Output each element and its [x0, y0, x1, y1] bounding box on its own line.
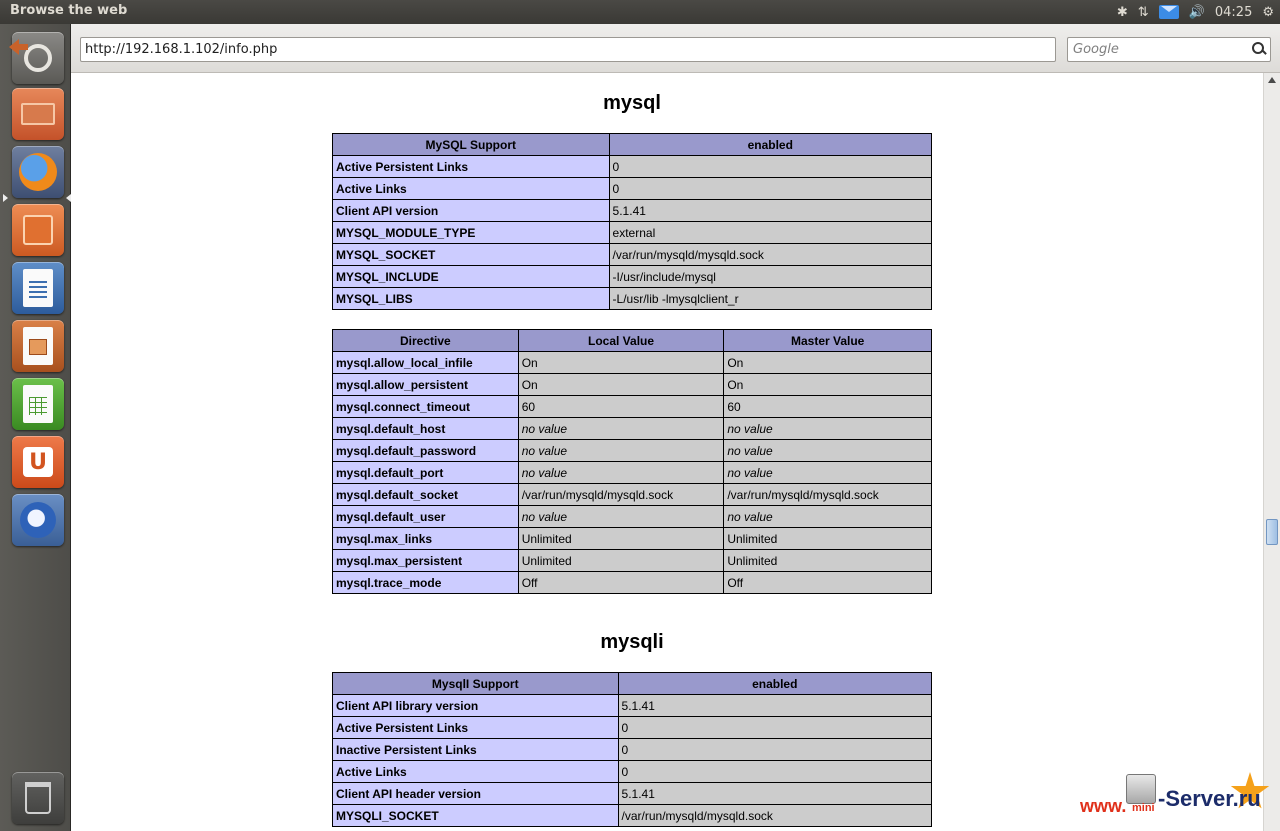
column-header: Local Value — [518, 330, 724, 352]
row-label: mysql.default_host — [333, 418, 519, 440]
row-label: mysql.default_user — [333, 506, 519, 528]
row-value: 0 — [609, 178, 931, 200]
table-row — [333, 288, 932, 310]
firefox-launcher-button[interactable] — [12, 146, 64, 198]
row-value: external — [609, 222, 931, 244]
firefox-icon — [12, 146, 64, 198]
row-value: 5.1.41 — [618, 783, 931, 805]
trash-launcher-button[interactable] — [12, 772, 64, 824]
indicator-area — [1117, 2, 1274, 22]
thunderbird-launcher-button[interactable] — [12, 494, 64, 546]
row-value: 0 — [618, 761, 931, 783]
software-center-launcher-button[interactable] — [12, 204, 64, 256]
row-value: Unlimited — [518, 528, 724, 550]
row-label: mysql.trace_mode — [333, 572, 519, 594]
row-value: 0 — [618, 717, 931, 739]
table-row — [333, 695, 932, 717]
row-value: /var/run/mysqld/mysqld.sock — [518, 484, 724, 506]
row-value: 0 — [609, 156, 931, 178]
row-label: MYSQL_MODULE_TYPE — [333, 222, 610, 244]
row-value: Off — [724, 572, 932, 594]
row-value: no value — [724, 462, 932, 484]
mysql-heading: mysql — [603, 92, 661, 114]
mail-icon[interactable] — [1159, 5, 1179, 19]
volume-icon[interactable]: 🔊 — [1188, 4, 1205, 20]
table-row — [333, 550, 932, 572]
row-value: no value — [724, 440, 932, 462]
table-row — [333, 418, 932, 440]
table-row — [333, 484, 932, 506]
table-row — [333, 805, 932, 827]
network-icon[interactable]: ⇅ — [1137, 4, 1149, 20]
table-row — [333, 200, 932, 222]
scrollbar-thumb[interactable] — [1266, 519, 1278, 545]
search-input[interactable] — [1067, 37, 1271, 62]
row-label: mysql.allow_persistent — [333, 374, 519, 396]
row-label: mysql.default_socket — [333, 484, 519, 506]
row-value: On — [724, 374, 932, 396]
row-label: mysql.max_persistent — [333, 550, 519, 572]
row-label: MYSQL_SOCKET — [333, 244, 610, 266]
url-input[interactable]: http://192.168.1.102/info.php — [80, 37, 1056, 62]
table-row — [333, 352, 932, 374]
table-row — [333, 761, 932, 783]
table-row — [333, 222, 932, 244]
row-label: mysql.default_password — [333, 440, 519, 462]
home-folder-icon — [12, 88, 64, 140]
row-value: 5.1.41 — [609, 200, 931, 222]
mysql-directive-table — [332, 329, 932, 594]
row-label: MYSQL_INCLUDE — [333, 266, 610, 288]
table-row — [333, 462, 932, 484]
mysql-support-table — [332, 133, 932, 310]
ubuntu-one-launcher-button[interactable] — [12, 436, 64, 488]
trash-icon — [12, 772, 64, 824]
row-value: no value — [724, 418, 932, 440]
server-icon — [1126, 774, 1156, 804]
row-label: Active Links — [333, 178, 610, 200]
page-content — [71, 73, 1263, 831]
gear-icon[interactable]: ⚙ — [1262, 4, 1274, 20]
table-row — [333, 396, 932, 418]
impress-launcher-button[interactable] — [12, 320, 64, 372]
row-label: Inactive Persistent Links — [333, 739, 619, 761]
row-value: -L/usr/lib -lmysqlclient_r — [609, 288, 931, 310]
row-value: no value — [518, 440, 724, 462]
files-launcher-button[interactable] — [12, 88, 64, 140]
table-row — [333, 528, 932, 550]
clock[interactable]: 04:25 — [1214, 4, 1253, 20]
row-label: Client API header version — [333, 783, 619, 805]
calc-launcher-button[interactable] — [12, 378, 64, 430]
column-header: MysqlI Support — [333, 673, 619, 695]
row-label: MYSQL_LIBS — [333, 288, 610, 310]
column-header: Master Value — [724, 330, 932, 352]
row-value: 60 — [724, 396, 932, 418]
row-label: mysql.max_links — [333, 528, 519, 550]
table-row — [333, 440, 932, 462]
mysqli-support-table — [332, 672, 932, 827]
vertical-scrollbar[interactable] — [1263, 73, 1280, 831]
table-row — [333, 739, 932, 761]
watermark-www: www. — [1080, 796, 1127, 816]
row-label: Active Persistent Links — [333, 156, 610, 178]
row-label: Active Links — [333, 761, 619, 783]
spreadsheet-icon — [12, 378, 64, 430]
row-label: mysql.connect_timeout — [333, 396, 519, 418]
thunderbird-icon — [12, 494, 64, 546]
row-value: no value — [518, 462, 724, 484]
search-icon[interactable] — [1252, 42, 1266, 56]
table-row — [333, 156, 932, 178]
watermark-mini: mini — [1132, 802, 1155, 814]
site-watermark-logo — [1080, 772, 1270, 828]
row-value: /var/run/mysqld/mysqld.sock — [618, 805, 931, 827]
row-value: 60 — [518, 396, 724, 418]
table-row — [333, 506, 932, 528]
document-icon — [12, 262, 64, 314]
row-value: 5.1.41 — [618, 695, 931, 717]
table-row — [333, 178, 932, 200]
row-value: Unlimited — [724, 528, 932, 550]
row-value: /var/run/mysqld/mysqld.sock — [724, 484, 932, 506]
row-label: Active Persistent Links — [333, 717, 619, 739]
launcher — [0, 24, 71, 831]
row-label: mysql.allow_local_infile — [333, 352, 519, 374]
mysqli-heading: mysqli — [600, 631, 664, 653]
row-label: MYSQLI_SOCKET — [333, 805, 619, 827]
writer-launcher-button[interactable] — [12, 262, 64, 314]
watermark-server: -Server.ru — [1158, 786, 1261, 811]
browser-toolbar — [71, 24, 1280, 73]
running-indicator-icon — [3, 194, 8, 202]
row-label: mysql.default_port — [333, 462, 519, 484]
column-header: MySQL Support — [333, 134, 610, 156]
window-title: Browse the web — [10, 3, 128, 18]
row-value: 0 — [618, 739, 931, 761]
row-label: Client API version — [333, 200, 610, 222]
row-value: Unlimited — [724, 550, 932, 572]
table-row — [333, 266, 932, 288]
row-value: no value — [518, 506, 724, 528]
row-value: On — [518, 374, 724, 396]
shopping-bag-icon — [12, 204, 64, 256]
column-header: enabled — [609, 134, 931, 156]
table-row — [333, 374, 932, 396]
scroll-up-arrow-icon[interactable] — [1268, 77, 1276, 83]
row-value: On — [724, 352, 932, 374]
back-arrow-icon[interactable] — [9, 36, 29, 58]
top-panel — [0, 0, 1280, 24]
table-row — [333, 572, 932, 594]
table-row — [333, 783, 932, 805]
bluetooth-icon[interactable]: ✱ — [1116, 4, 1128, 20]
row-value: Unlimited — [518, 550, 724, 572]
presentation-icon — [12, 320, 64, 372]
ubuntu-one-icon: U — [12, 436, 64, 488]
row-value: On — [518, 352, 724, 374]
row-value: /var/run/mysqld/mysqld.sock — [609, 244, 931, 266]
column-header: Directive — [333, 330, 519, 352]
row-label: Client API library version — [333, 695, 619, 717]
row-value: no value — [518, 418, 724, 440]
table-row — [333, 244, 932, 266]
row-value: -I/usr/include/mysql — [609, 266, 931, 288]
search-placeholder: Google — [1073, 42, 1119, 57]
row-value: no value — [724, 506, 932, 528]
table-row — [333, 717, 932, 739]
column-header: enabled — [618, 673, 931, 695]
row-value: Off — [518, 572, 724, 594]
